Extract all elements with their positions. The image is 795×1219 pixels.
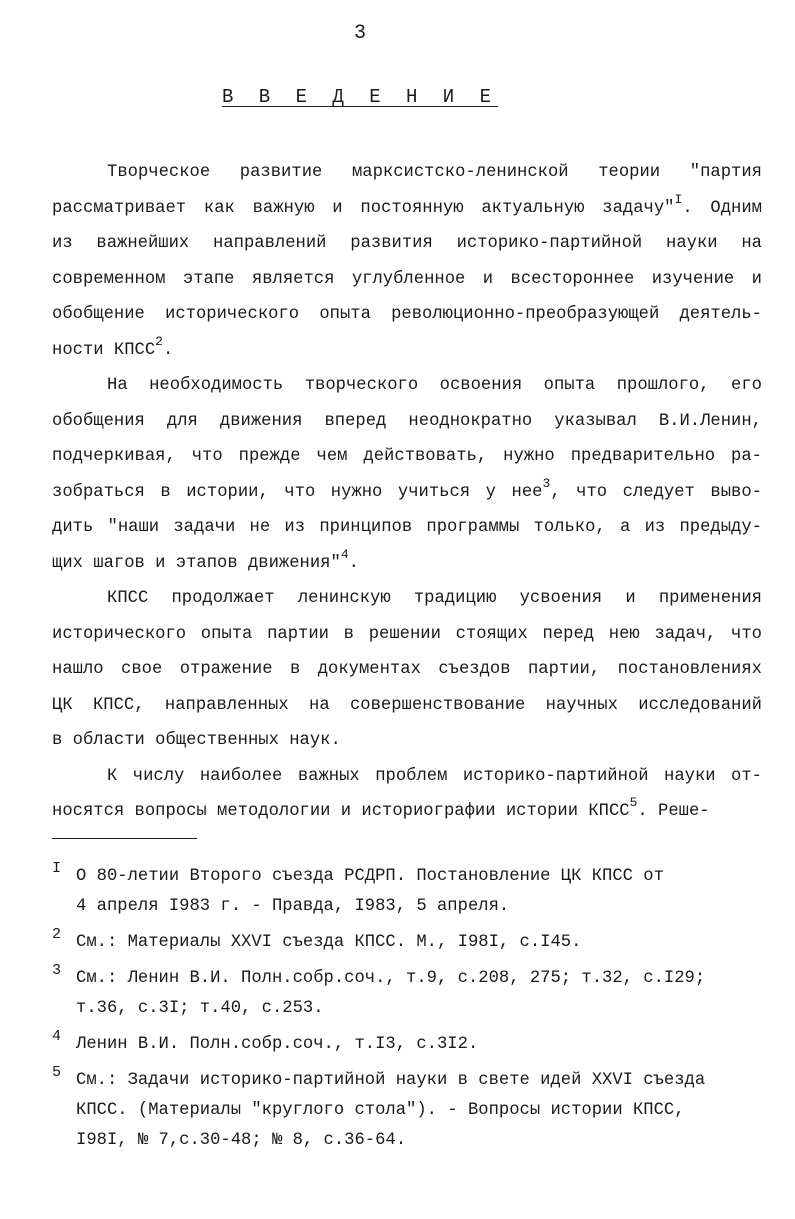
footnote-line: О 80-летии Второго съезда РСДРП. Постановление ЦК КПСС от	[76, 867, 664, 886]
text-line	[52, 794, 762, 830]
line-text: ЦК КПСС, направленных на совершенствование научных исследований	[52, 695, 762, 715]
footnote-mark: 2	[52, 926, 62, 943]
line-text-tail: . Одним	[682, 198, 762, 218]
footnote	[52, 862, 752, 922]
text-line	[52, 155, 762, 191]
text-line	[52, 581, 762, 617]
line-text: обобщения для движения вперед неоднократно указывал В.И.Ленин,	[52, 411, 762, 431]
paragraph	[52, 759, 762, 830]
line-text: КПСС продолжает ленинскую традицию усвоения и применения	[107, 589, 762, 608]
footnote	[52, 964, 752, 1024]
footnote-reference: 4	[340, 546, 349, 562]
text-line	[52, 439, 762, 475]
footnote-line: См.: Материалы XXVI съезда КПСС. М., I98I, с.I45.	[76, 933, 582, 952]
text-line	[52, 368, 762, 404]
line-text: из важнейших направлений развития историко-партийной науки на	[52, 234, 762, 253]
text-line	[52, 226, 762, 262]
page-title: В В Е Д Е Н И Е	[221, 86, 499, 108]
paragraph	[52, 581, 762, 759]
text-line	[52, 759, 762, 795]
footnote-line: 4 апреля I983 г. - Правда, I983, 5 апреля.	[76, 897, 510, 916]
text-line	[52, 404, 762, 440]
line-text: Творческое развитие марксистско-ленинской теории "партия	[107, 163, 762, 182]
line-text: К числу наиболее важных проблем историко-партийной науки от-	[107, 766, 762, 786]
line-text: дить "наши задачи не из принципов программы только, а из предыду-	[52, 518, 762, 537]
footnote	[52, 928, 752, 958]
text-line	[52, 297, 762, 333]
line-text: зобраться в истории, что нужно учиться у нее	[52, 482, 543, 502]
footnote-reference: I	[674, 191, 683, 207]
line-text: На необходимость творческого освоения опыта прошлого, его	[107, 376, 762, 395]
footnote-reference: 3	[542, 475, 551, 491]
text-line	[52, 652, 762, 688]
line-text-tail: .	[162, 340, 174, 360]
line-text-tail: .	[348, 553, 359, 573]
footnote-line: т.36, с.3I; т.40, с.253.	[76, 999, 324, 1018]
text-line	[52, 546, 762, 582]
footnote-reference: 5	[629, 795, 638, 811]
line-text: носятся вопросы методологии и историографии истории КПСС	[52, 802, 630, 821]
footnote-mark: 5	[52, 1064, 62, 1081]
text-line	[52, 333, 762, 369]
paragraph	[52, 155, 762, 368]
footnote-mark: 3	[52, 962, 62, 979]
line-text: рассматривает как важную и постоянную актуальную задачу"	[52, 198, 675, 218]
line-text: ности КПСС	[52, 340, 156, 360]
footnote-mark: 4	[52, 1028, 62, 1045]
line-text-tail: . Реше-	[637, 802, 710, 821]
footnote-divider	[52, 838, 197, 839]
footnote-line: I98I, № 7,с.30-48; № 8, с.36-64.	[76, 1131, 407, 1150]
page-number: 3	[353, 22, 366, 45]
text-line	[52, 191, 762, 227]
line-text: современном этапе является углубленное и всестороннее изучение и	[52, 269, 762, 289]
text-line	[52, 262, 762, 298]
footnote	[52, 1066, 752, 1156]
footnote	[52, 1030, 752, 1060]
line-text-tail: , что следует выво-	[550, 482, 762, 502]
line-text: обобщение исторического опыта революционно-преобразующей деятель-	[52, 305, 762, 324]
line-text: в области общественных наук.	[52, 731, 341, 750]
footnote-line: См.: Ленин В.И. Полн.собр.соч., т.9, с.208, 275; т.32, с.I29;	[76, 969, 706, 988]
text-line	[52, 510, 762, 546]
text-line	[52, 475, 762, 511]
footnote-reference: 2	[155, 333, 163, 349]
body-text	[52, 155, 762, 830]
footnote-line: См.: Задачи историко-партийной науки в свете идей XXVI съезда	[76, 1071, 706, 1090]
line-text: нашло свое отражение в документах съездов партии, постановлениях	[52, 660, 762, 679]
line-text: исторического опыта партии в решении стоящих перед нею задач, что	[52, 624, 762, 644]
line-text: щих шагов и этапов движения"	[52, 553, 341, 573]
footnote-mark: I	[52, 860, 62, 877]
footnote-line: Ленин В.И. Полн.собр.соч., т.I3, с.3I2.	[76, 1035, 479, 1054]
text-line	[52, 723, 762, 759]
paragraph	[52, 368, 762, 581]
text-line	[52, 688, 762, 724]
line-text: подчеркивая, что прежде чем действовать, нужно предварительно ра-	[52, 447, 762, 466]
footnote-line: КПСС. (Материалы "круглого стола"). - Вопросы истории КПСС,	[76, 1101, 685, 1120]
footnotes	[52, 862, 752, 1162]
text-line	[52, 617, 762, 653]
